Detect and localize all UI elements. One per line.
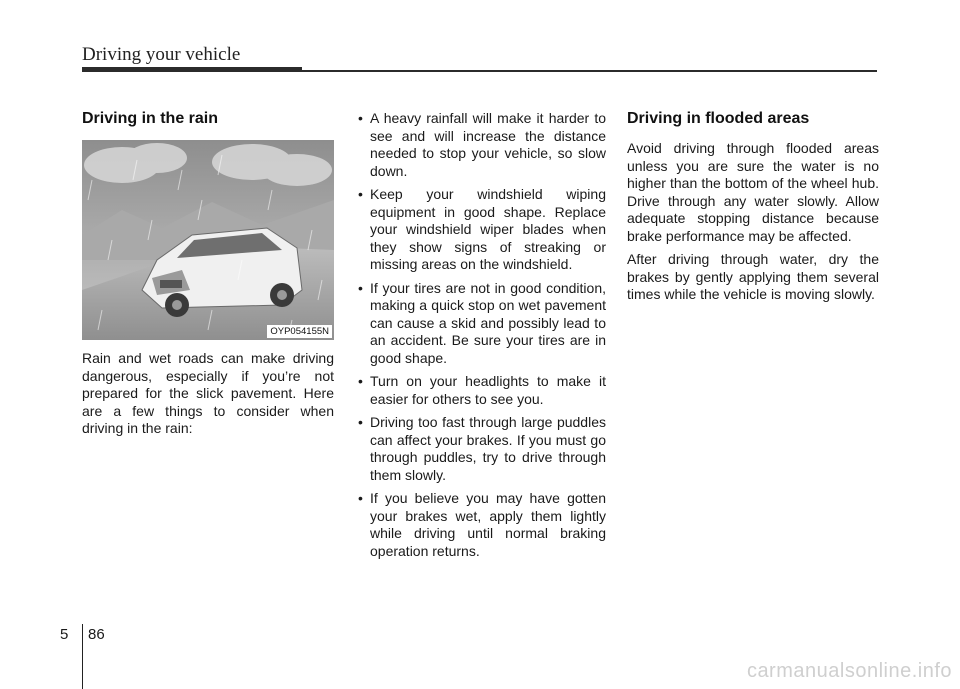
chapter-number: 5: [60, 626, 69, 643]
header-rule-thick: [82, 67, 302, 72]
section-heading-flooded: Driving in flooded areas: [627, 110, 810, 127]
column-rain-tips: [354, 110, 606, 566]
rain-driving-illustration: [82, 140, 334, 340]
list-item: • Turn on your headlights to make it easier for others to see you.: [354, 373, 606, 408]
rain-intro-text: Rain and wet roads can make driving dangerous, especially if you’re not prepared for the slick pavement. Here are a few things to consider when driving in the rain:: [82, 350, 334, 436]
watermark: carmanualsonline.info: [746, 660, 952, 682]
flood-paragraph: Avoid driving through flooded areas unless you are sure the water is no higher than the bottom of the wheel hub. Drive through any water slowly. Allow adequate stopping distance because brake performance may be affected.: [627, 140, 879, 244]
rain-tips-list: [354, 110, 606, 560]
list-item: • If your tires are not in good condition, making a quick stop on wet pavement can cause a skid and possibly lead to an accident. Be sure your tires are in good shape.: [354, 280, 606, 368]
figure-code: OYP054155N: [267, 325, 332, 338]
section-heading-rain: Driving in the rain: [82, 110, 219, 127]
footer-divider: [82, 624, 83, 689]
running-header: Driving your vehicle: [82, 44, 241, 65]
list-item: • Driving too fast through large puddles can affect your brakes. If you must go through puddles, try to drive through them slowly.: [354, 414, 606, 484]
rain-car-image: [82, 140, 334, 340]
list-item: • If you believe you may have gotten your brakes wet, apply them lightly while driving until normal braking operation returns.: [354, 490, 606, 560]
list-item: • A heavy rainfall will make it harder to see and will increase the distance needed to stop your vehicle, so slow down.: [354, 110, 606, 180]
column-rain-intro: [82, 110, 334, 444]
list-item: • Keep your windshield wiping equipment in good shape. Replace your windshield wiper blades when they show signs of streaking or missing areas on the windshield.: [354, 186, 606, 274]
flood-paragraph: After driving through water, dry the brakes by gently applying them several times while the vehicle is moving slowly.: [627, 251, 879, 302]
page-number: 86: [88, 626, 105, 643]
header-rule-thin: [302, 70, 877, 72]
column-flooded-areas: [627, 110, 879, 310]
